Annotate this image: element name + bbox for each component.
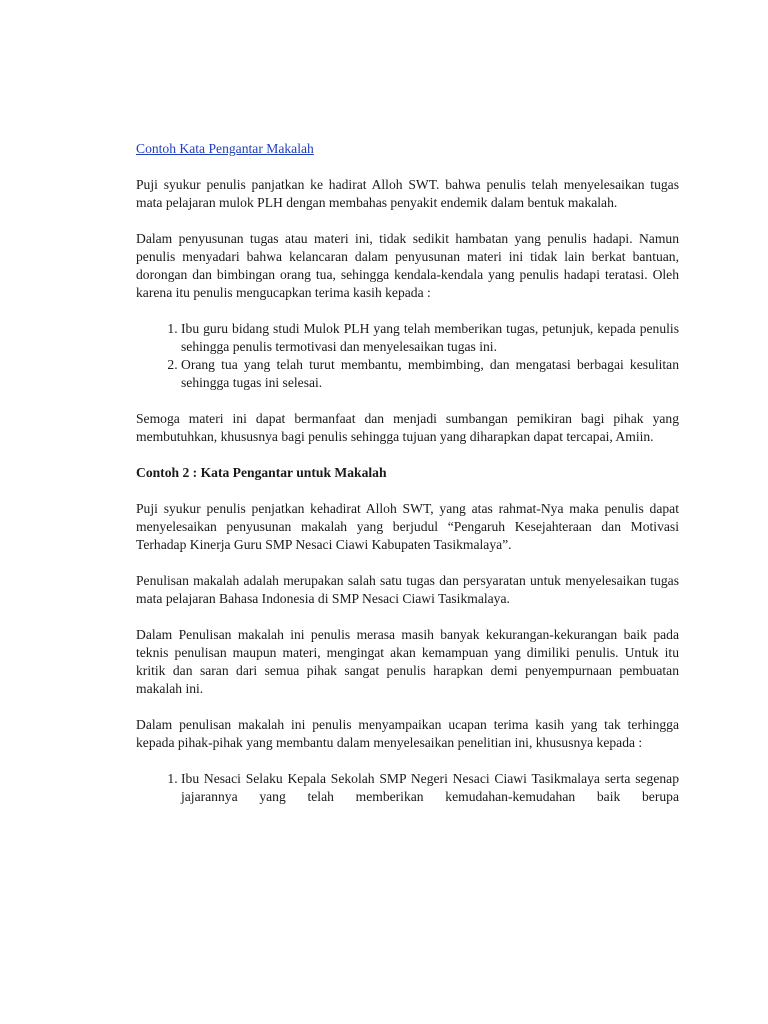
section2-paragraph-2: Penulisan makalah adalah merupakan salah satu tugas dan persyaratan untuk menyelesaikan tugas mata pelajaran Bahasa Indonesia di SMP Nesaci Ciawi Tasikmalaya. [136,573,679,606]
list-item: 2. Orang tua yang telah turut membantu, membimbing, dan mengatasi berbagai kesulitan sehingga tugas ini selesai. [181,356,679,392]
section2-paragraph-3: Dalam Penulisan makalah ini penulis merasa masih banyak kekurangan-kekurangan baik pada teknis penulisan maupun materi, mengingat akan kemampuan yang dimiliki penulis. Untuk itu kritik dan saran dari semua pihak sangat penulis harapkan demi penyempurnaan pembuatan makalah ini. [136,627,679,696]
title-link[interactable]: Contoh Kata Pengantar Makalah [136,141,314,156]
section1-paragraph-3: Semoga materi ini dapat bermanfaat dan menjadi sumbangan pemikiran bagi pihak yang membutuhkan, khususnya bagi penulis sehingga tujuan yang diharapkan dapat tercapai, Amiin. [136,411,679,444]
section1-paragraph-1: Puji syukur penulis panjatkan ke hadirat Alloh SWT. bahwa penulis telah menyelesaikan tugas mata pelajaran mulok PLH dengan membahas penyakit endemik dalam bentuk makalah. [136,177,679,210]
section2-paragraph-4: Dalam penulisan makalah ini penulis menyampaikan ucapan terima kasih yang tak terhingga kepada pihak-pihak yang membantu dalam menyelesaikan penelitian ini, khususnya kepada : [136,717,679,750]
list-item: 1. Ibu guru bidang studi Mulok PLH yang telah memberikan tugas, petunjuk, kepada penulis sehingga penulis termotivasi dan menyelesaikan tugas ini. [181,320,679,356]
section2-heading: Contoh 2 : Kata Pengantar untuk Makalah [136,465,387,480]
section2-paragraph-1: Puji syukur penulis penjatkan kehadirat Alloh SWT, yang atas rahmat-Nya maka penulis dapat menyelesaikan penyusunan makalah yang berjudul “Pengaruh Kesejahteraan dan Motivasi Terhadap Kinerja Guru SMP Nesaci Ciawi Kabupaten Tasikmalaya”. [136,501,679,552]
section1-thanks-list [136,320,679,392]
list-item: 1. Ibu Nesaci Selaku Kepala Sekolah SMP Negeri Nesaci Ciawi Tasikmalaya serta segenap jajarannya yang telah memberikan kemudahan-kemudahan baik berupa [181,770,679,806]
section1-paragraph-2: Dalam penyusunan tugas atau materi ini, tidak sedikit hambatan yang penulis hadapi. Namun penulis menyadari bahwa kelancaran dalam penyusunan materi ini tidak lain berkat bantuan, dorongan dan bimbingan orang tua, sehingga kendala-kendala yang penulis hadapi teratasi. Oleh karena itu penulis mengucapkan terima kasih kepada : [136,231,679,300]
section2-thanks-list [136,770,679,806]
document-content [136,140,679,824]
